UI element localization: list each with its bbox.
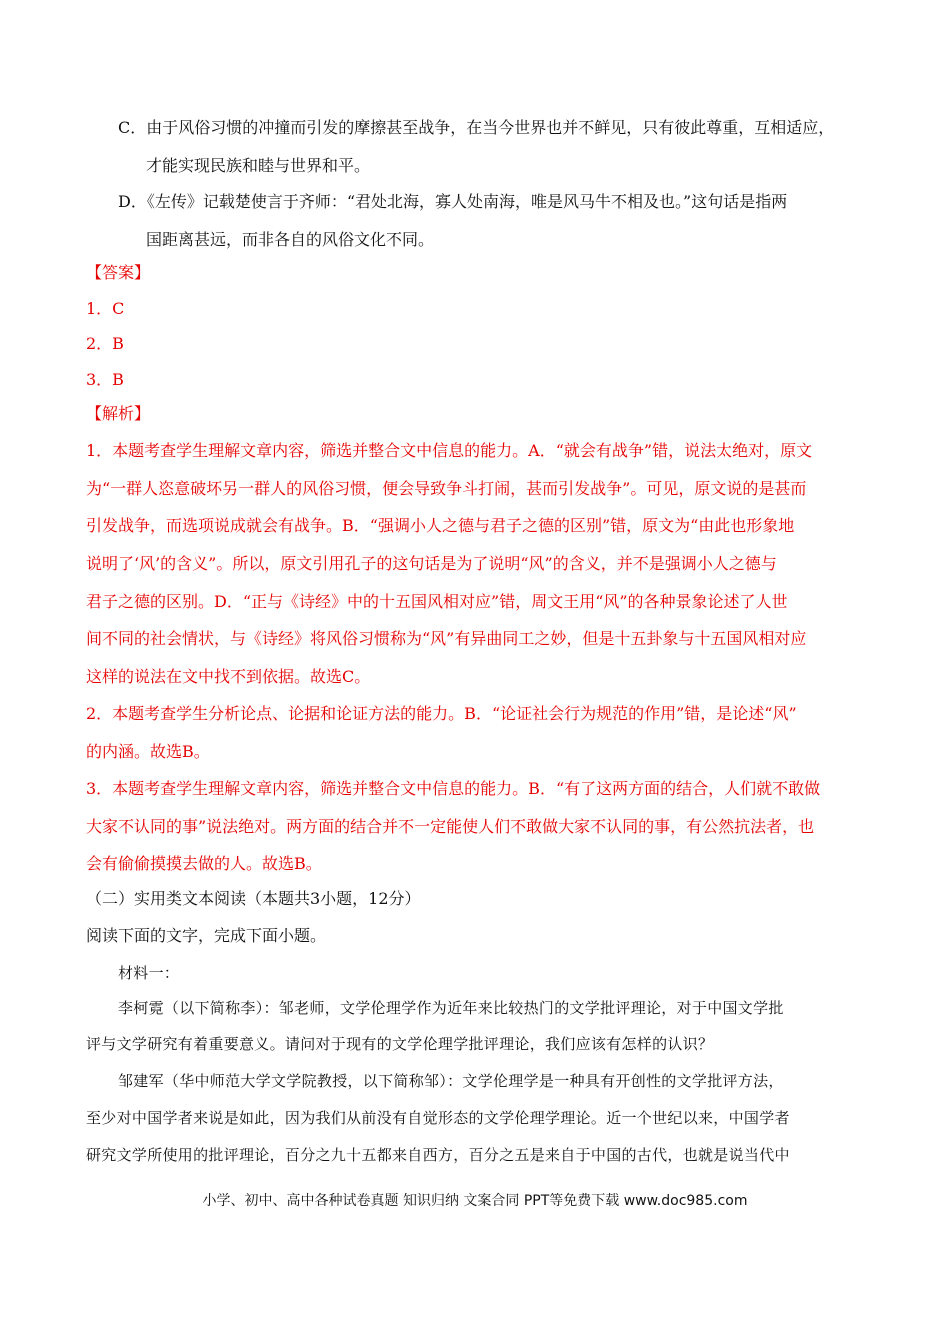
analysis-line: 1．本题考查学生理解文章内容，筛选并整合文中信息的能力。A．“就会有战争”错，说法太绝对，原文 xyxy=(86,441,813,460)
material-line: 邹建军（华中师范大学文学院教授，以下简称邹）：文学伦理学是一种具有开创性的文学批评方法， xyxy=(118,1072,784,1090)
page-footer: 小学、初中、高中各种试卷真题 知识归纳 文案合同 PPT等免费下载 www.doc985.com xyxy=(202,1193,748,1209)
option-c-line-2: 才能实现民族和睦与世界和平。 xyxy=(146,156,371,175)
material-line: 李柯霓（以下简称李）：邹老师，文学伦理学作为近年来比较热门的文学批评理论，对于中国文学批 xyxy=(118,999,784,1017)
analysis-line: 君子之德的区别。D．“正与《诗经》中的十五国风相对应”错，周文王用“风”的各种景象论述了人世 xyxy=(86,592,788,611)
answer-heading: 【答案】 xyxy=(86,263,151,282)
option-d-line-2: 国距离甚远，而非各自的风俗文化不同。 xyxy=(146,230,435,249)
material-line: 评与文学研究有着重要意义。请问对于现有的文学伦理学批评理论，我们应该有怎样的认识？ xyxy=(86,1035,714,1053)
answer-item: 1．C xyxy=(86,299,125,318)
option-d-line-1: D．《左传》记载楚使言于齐师：“君处北海，寡人处南海，唯是风马牛不相及也。”这句话是指两 xyxy=(118,192,788,211)
option-c-line-1: C．由于风俗习惯的冲撞而引发的摩擦甚至战争，在当今世界也并不鲜见，只有彼此尊重，互相适应， xyxy=(118,118,835,137)
analysis-line: 3．本题考查学生理解文章内容，筛选并整合文中信息的能力。B．“有了这两方面的结合，人们就不敢做 xyxy=(86,779,821,798)
analysis-line: 说明了‘风’的含义”。所以，原文引用孔子的这句话是为了说明“风”的含义，并不是强调小人之德与 xyxy=(86,554,777,573)
material-line: 研究文学所使用的批评理论，百分之九十五都来自西方，百分之五是来自于中国的古代，也就是说当代中 xyxy=(86,1146,790,1164)
section-title: （二）实用类文本阅读（本题共3小题，12分） xyxy=(86,889,421,908)
analysis-line: 2．本题考查学生分析论点、论据和论证方法的能力。B．“论证社会行为规范的作用”错，是论述“风” xyxy=(86,704,797,723)
analysis-line: 的内涵。故选B。 xyxy=(86,742,210,761)
analysis-line: 大家不认同的事”说法绝对。两方面的结合并不一定能使人们不敢做大家不认同的事，有公然抗法者，也 xyxy=(86,817,815,836)
answer-item: 3．B xyxy=(86,370,124,389)
material-label: 材料一： xyxy=(118,964,180,982)
material-line: 至少对中国学者来说是如此，因为我们从前没有自觉形态的文学伦理学理论。近一个世纪以来，中国学者 xyxy=(86,1109,790,1127)
analysis-line: 间不同的社会情状，与《诗经》将风俗习惯称为“风”有异曲同工之妙，但是十五卦象与十五国风相对应 xyxy=(86,629,807,648)
analysis-line: 会有偷偷摸摸去做的人。故选B。 xyxy=(86,854,322,873)
analysis-line: 这样的说法在文中找不到依据。故选C。 xyxy=(86,667,371,686)
analysis-heading: 【解析】 xyxy=(86,404,151,423)
analysis-line: 为“一群人恣意破坏另一群人的风俗习惯，便会导致争斗打闹，甚而引发战争”。可见，原文说的是甚而 xyxy=(86,479,807,498)
analysis-line: 引发战争，而选项说成就会有战争。B．“强调小人之德与君子之德的区别”错，原文为“由此也形象地 xyxy=(86,516,795,535)
section-instruction: 阅读下面的文字，完成下面小题。 xyxy=(86,926,327,945)
answer-item: 2．B xyxy=(86,334,124,353)
